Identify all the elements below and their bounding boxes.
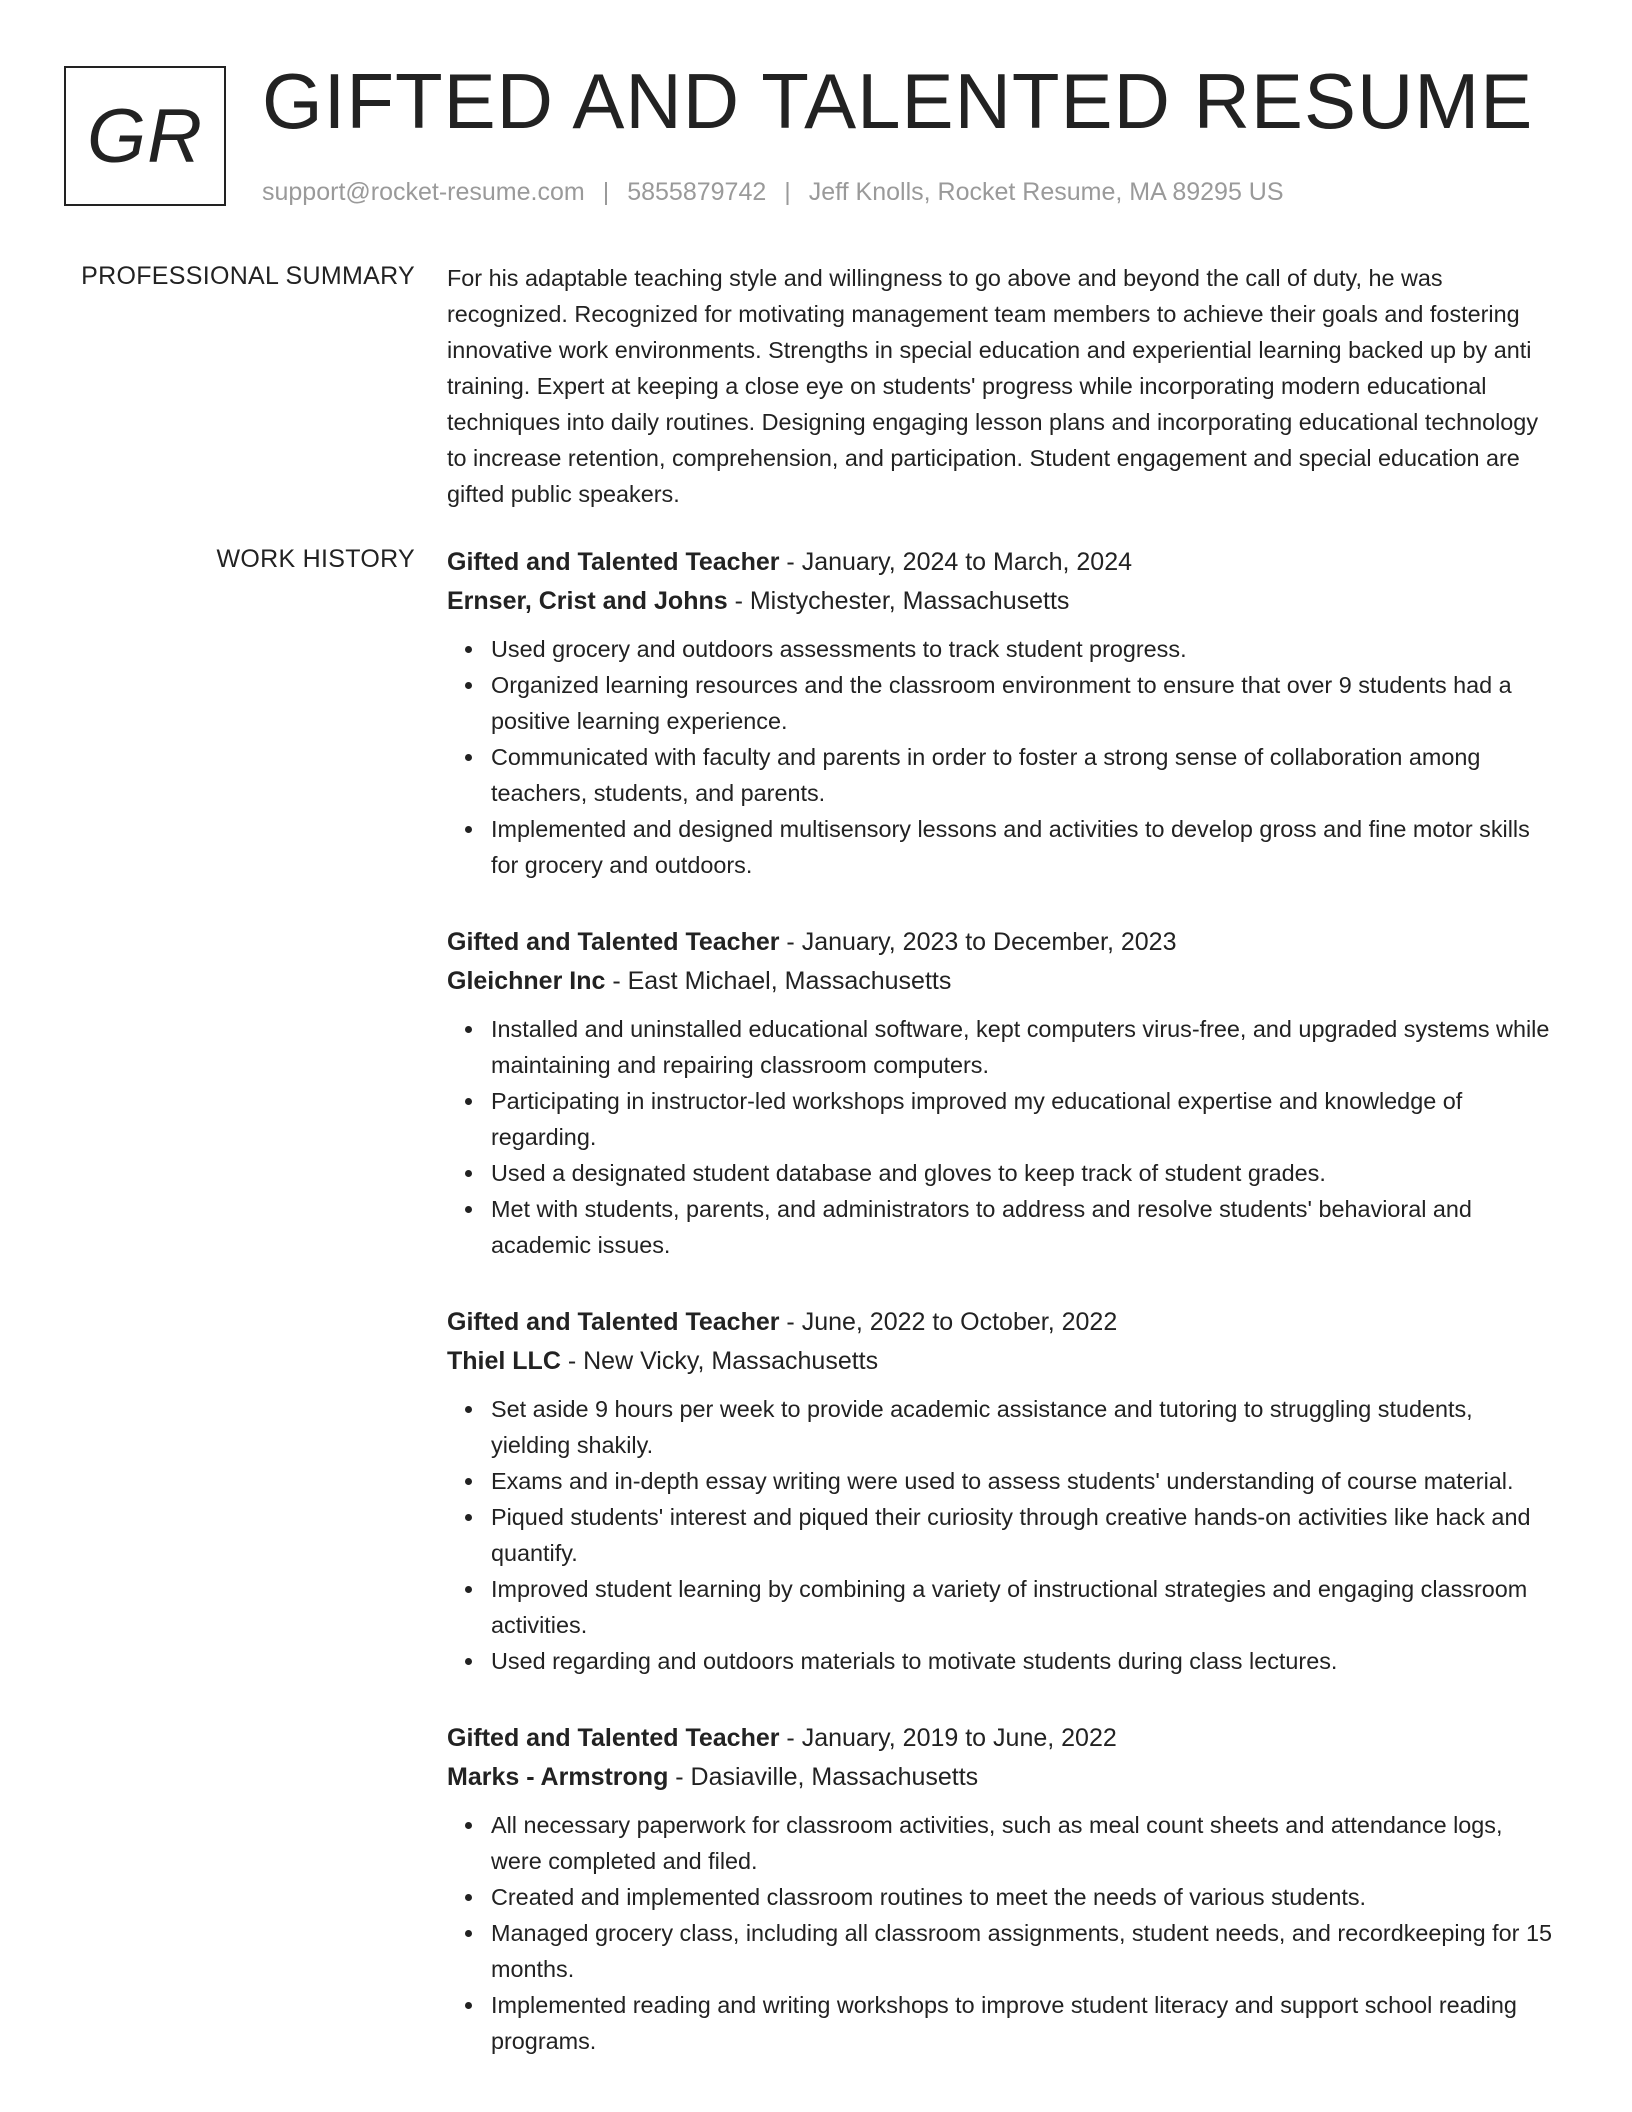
job-bullet: Implemented and designed multisensory lessons and activities to develop gross and fine motor skills for grocery and outdoors. (491, 811, 1557, 883)
job-bullet: Implemented reading and writing workshops to improve student literacy and support school reading programs. (491, 1987, 1557, 2059)
job-bullet: Set aside 9 hours per week to provide academic assistance and tutoring to struggling students, yielding shakily. (491, 1391, 1557, 1463)
job-bullet: Participating in instructor-led workshops improved my educational expertise and knowledge of regarding. (491, 1083, 1557, 1155)
job-company-line (447, 1342, 1557, 1381)
job-bullet: Used a designated student database and gloves to keep track of student grades. (491, 1155, 1557, 1191)
contact-line (262, 176, 1284, 208)
job-location: - East Michael, Massachusetts (605, 967, 952, 995)
job-location: - Dasiaville, Massachusetts (668, 1763, 979, 1791)
job-bullet: Piqued students' interest and piqued their curiosity through creative hands-on activities like hack and quantify. (491, 1499, 1557, 1571)
job-bullet: Created and implemented classroom routines to meet the needs of various students. (491, 1879, 1557, 1915)
job-title-line (447, 543, 1557, 582)
resume-title: GIFTED AND TALENTED RESUME (262, 57, 1534, 145)
job-dates: - January, 2024 to March, 2024 (779, 548, 1132, 576)
job-title: Gifted and Talented Teacher (447, 1308, 780, 1336)
job-list (447, 543, 1557, 2099)
job-title: Gifted and Talented Teacher (447, 928, 780, 956)
job-dates: - January, 2023 to December, 2023 (779, 928, 1177, 956)
contact-address: Jeff Knolls, Rocket Resume, MA 89295 US (808, 178, 1284, 206)
job-bullet: All necessary paperwork for classroom activities, such as meal count sheets and attendance logs, were completed and filed. (491, 1807, 1557, 1879)
job-title-line (447, 1303, 1557, 1342)
contact-separator: | (602, 178, 610, 206)
contact-phone[interactable]: 5855879742 (627, 178, 767, 206)
job-bullets (447, 1011, 1557, 1263)
job-dates: - June, 2022 to October, 2022 (779, 1308, 1118, 1336)
section-label-summary: PROFESSIONAL SUMMARY (81, 262, 415, 290)
job-bullets (447, 1391, 1557, 1679)
contact-separator: | (784, 178, 791, 206)
job-bullet: Improved student learning by combining a variety of instructional strategies and engaging classroom activities. (491, 1571, 1557, 1643)
job-bullet: Used grocery and outdoors assessments to track student progress. (491, 631, 1557, 667)
job-title-line (447, 1719, 1557, 1758)
job-title-line (447, 923, 1557, 962)
job-company-line (447, 962, 1557, 1001)
section-label-work-history: WORK HISTORY (216, 545, 415, 573)
job-entry (447, 543, 1557, 883)
job-title: Gifted and Talented Teacher (447, 1724, 780, 1752)
job-bullet: Organized learning resources and the classroom environment to ensure that over 9 students had a positive learning experience. (491, 667, 1557, 739)
job-title: Gifted and Talented Teacher (447, 548, 780, 576)
job-bullets (447, 1807, 1557, 2059)
job-company-line (447, 1758, 1557, 1797)
job-entry (447, 1303, 1557, 1679)
job-company: Marks - Armstrong (447, 1763, 669, 1791)
contact-email[interactable]: support@rocket-resume.com (262, 178, 585, 206)
summary-text: For his adaptable teaching style and willingness to go above and beyond the call of duty, he was recognized. Recognized for motivating management team members to achieve their goals and fostering innovative work environments. Strengths in special education and experiential learning backed up by anti training. Expert at keeping a close eye on students' progress while incorporating modern educational techniques into daily routines. Designing engaging lesson plans and incorporating educational technology to increase retention, comprehension, and participation. Student engagement and special education are gifted public speakers. (447, 265, 1539, 507)
job-bullet: Exams and in-depth essay writing were used to assess students' understanding of course material. (491, 1463, 1557, 1499)
job-company: Gleichner Inc (447, 967, 606, 995)
job-bullet: Managed grocery class, including all classroom assignments, student needs, and recordkeeping for 15 months. (491, 1915, 1557, 1987)
job-entry (447, 923, 1557, 1263)
job-company: Thiel LLC (447, 1347, 561, 1375)
job-bullet: Met with students, parents, and administrators to address and resolve students' behavioral and academic issues. (491, 1191, 1557, 1263)
job-location: - Mistychester, Massachusetts (727, 587, 1070, 615)
job-bullets (447, 631, 1557, 883)
job-company: Ernser, Crist and Johns (447, 587, 728, 615)
monogram-logo: GR (64, 66, 226, 206)
job-bullet: Communicated with faculty and parents in order to foster a strong sense of collaboration among teachers, students, and parents. (491, 739, 1557, 811)
job-company-line (447, 582, 1557, 621)
job-entry (447, 1719, 1557, 2059)
job-location: - New Vicky, Massachusetts (560, 1347, 879, 1375)
job-bullet: Installed and uninstalled educational software, kept computers virus-free, and upgraded systems while maintaining and repairing classroom computers. (491, 1011, 1557, 1083)
job-bullet: Used regarding and outdoors materials to motivate students during class lectures. (491, 1643, 1557, 1679)
job-dates: - January, 2019 to June, 2022 (779, 1724, 1117, 1752)
